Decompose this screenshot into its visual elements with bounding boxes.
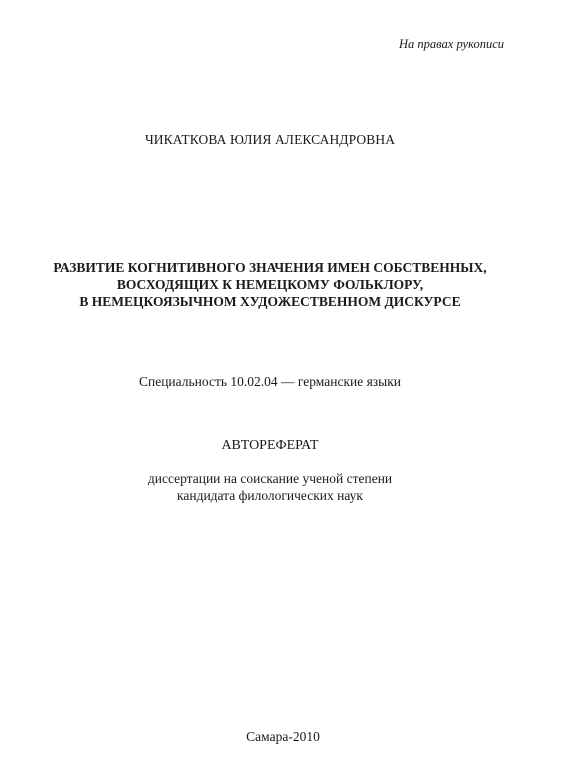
copyright-notice: На правах рукописи bbox=[399, 37, 504, 51]
title-line: ВОСХОДЯЩИХ К НЕМЕЦКОМУ ФОЛЬКЛОРУ, bbox=[116, 277, 424, 292]
purpose-line: кандидата филологических наук bbox=[177, 488, 363, 503]
title-line: РАЗВИТИЕ КОГНИТИВНОГО ЗНАЧЕНИЯ ИМЕН СОБСТВЕННЫХ, bbox=[53, 260, 487, 275]
place-year: Самара-2010 bbox=[246, 729, 320, 744]
purpose-line: диссертации на соискание ученой степени bbox=[147, 471, 393, 486]
dissertation-title bbox=[0, 259, 540, 310]
title-line: В НЕМЕЦКОЯЗЫЧНОМ ХУДОЖЕСТВЕННОМ ДИСКУРСЕ bbox=[79, 294, 461, 309]
author-name: ЧИКАТКОВА ЮЛИЯ АЛЕКСАНДРОВНА bbox=[144, 132, 396, 147]
specialty: Специальность 10.02.04 — германские языки bbox=[138, 374, 401, 389]
document-type: АВТОРЕФЕРАТ bbox=[221, 438, 319, 453]
degree-purpose bbox=[0, 470, 540, 504]
